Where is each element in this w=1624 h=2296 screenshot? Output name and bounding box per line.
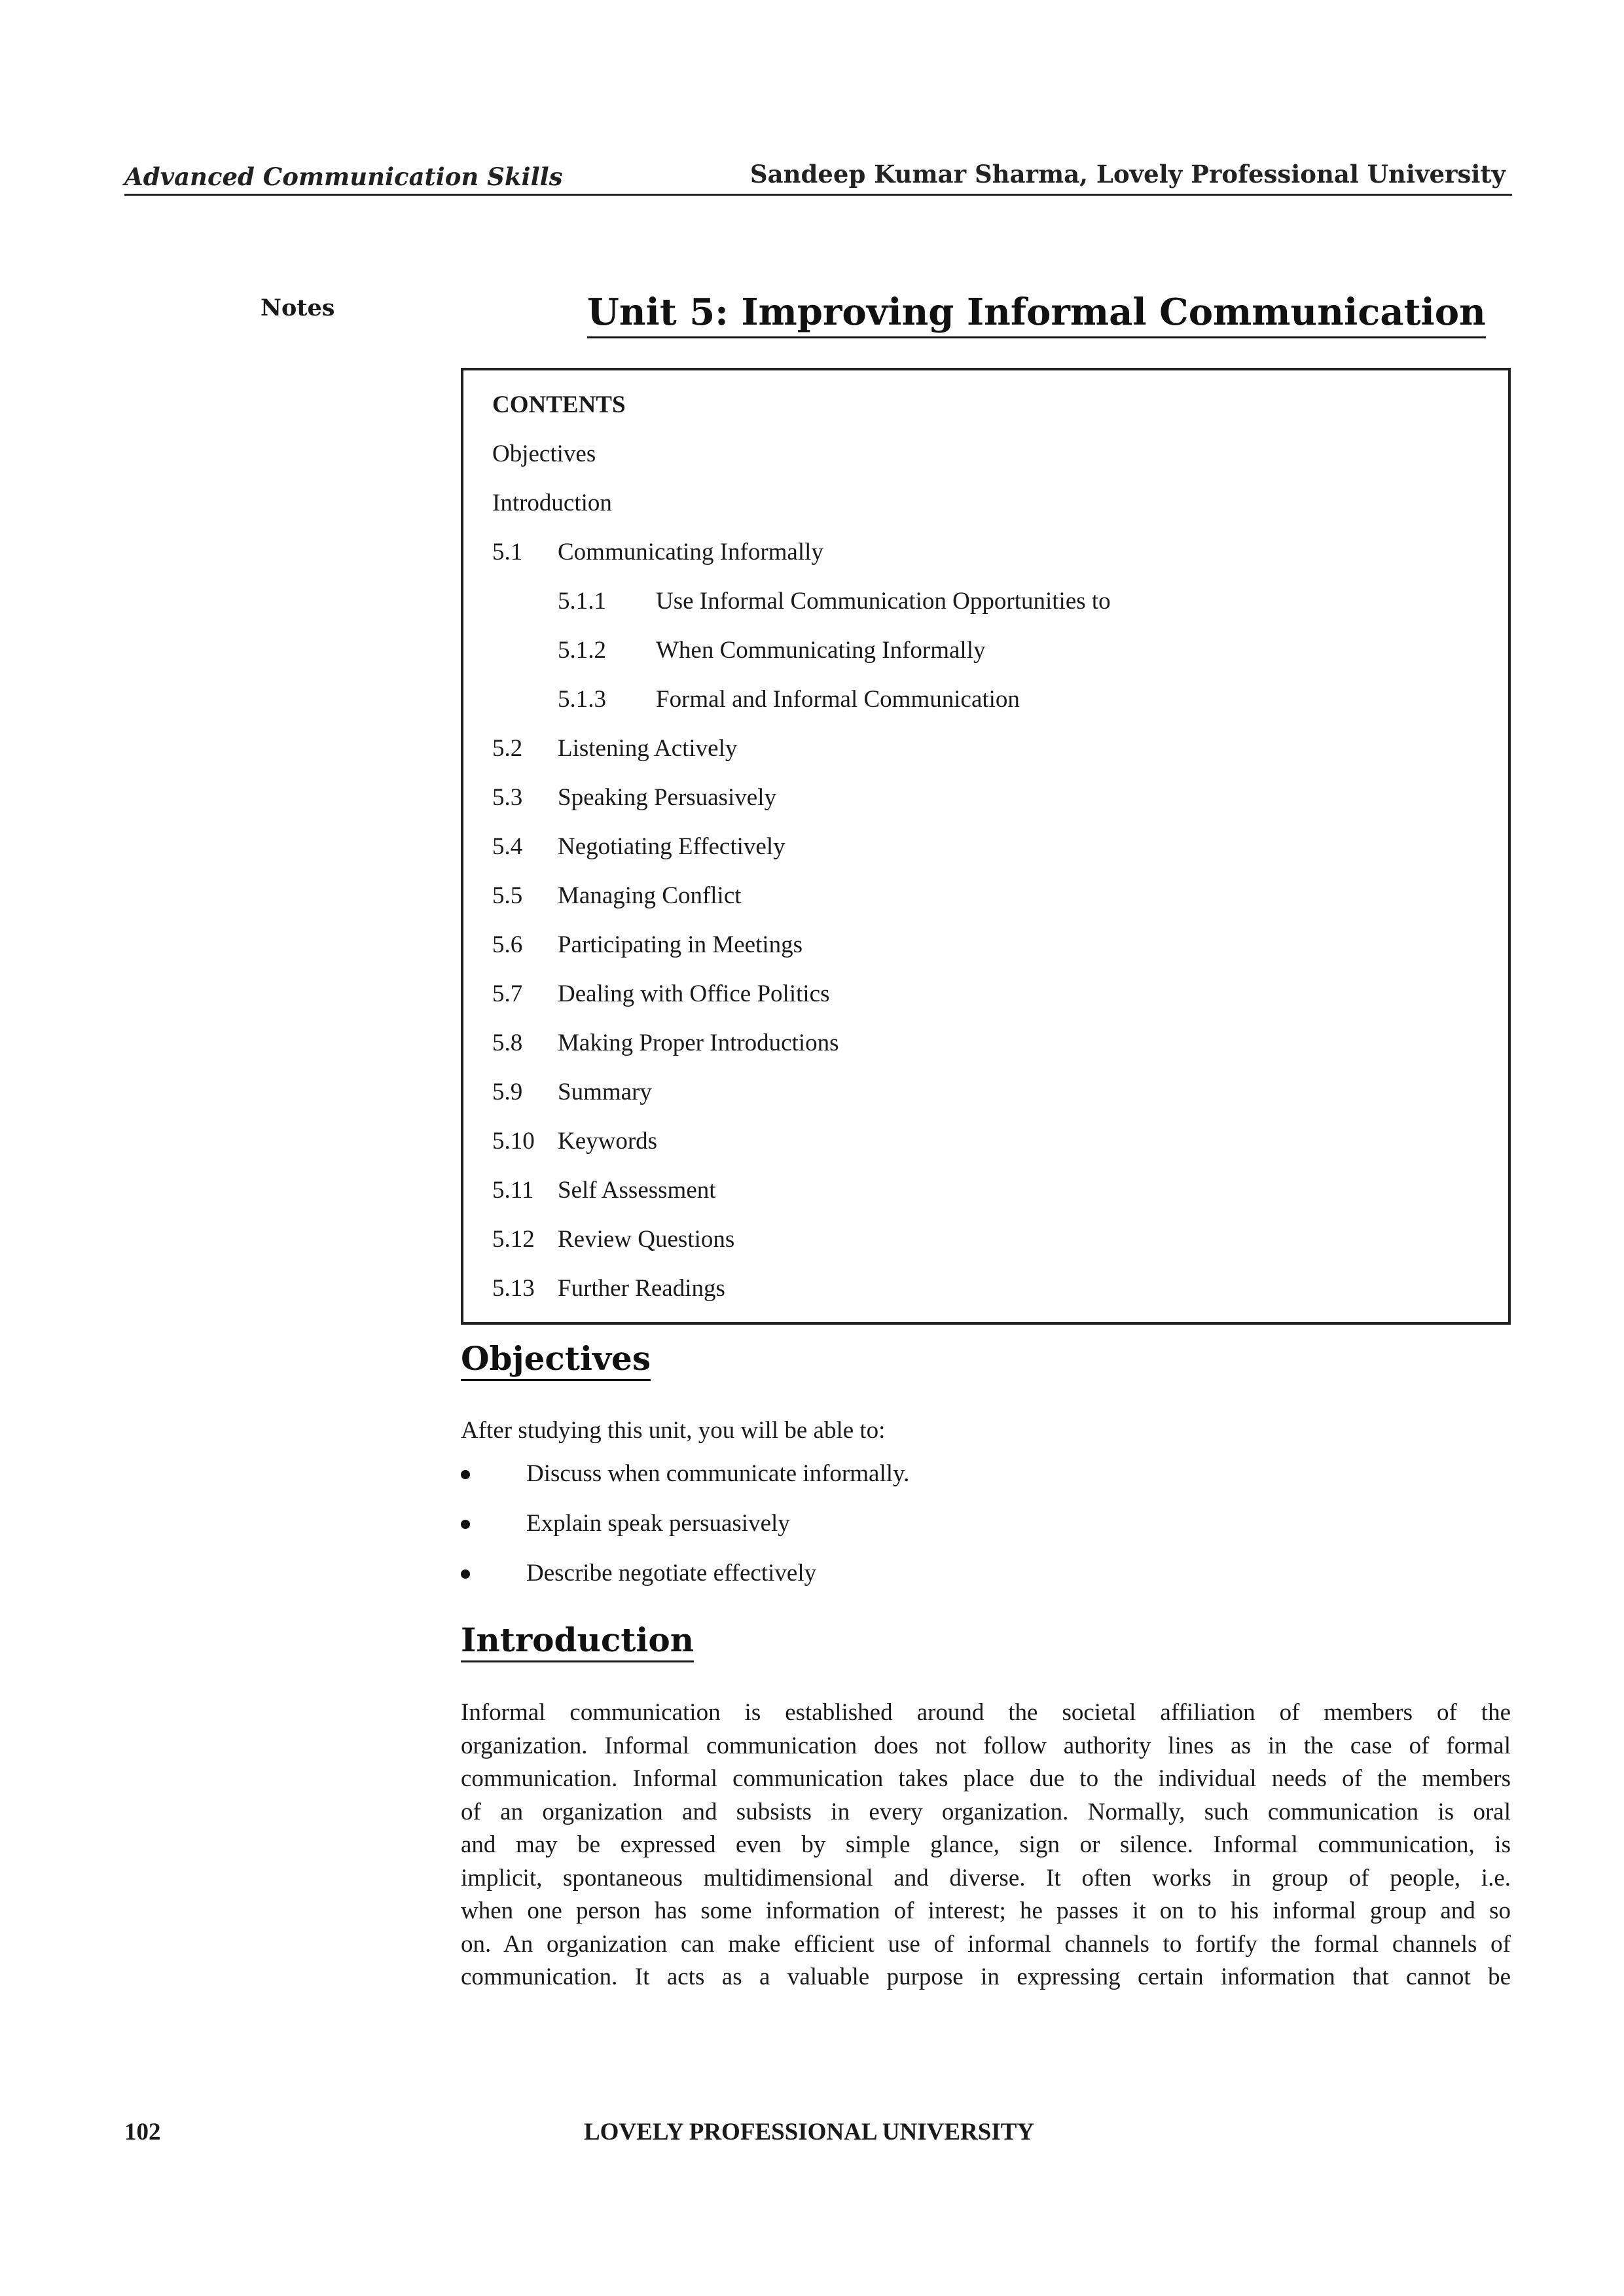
page-number: 102 [124, 2119, 161, 2145]
toc-item-number: 5.3 [492, 784, 523, 811]
toc-item-number: 5.9 [492, 1079, 523, 1105]
toc-item-label: Formal and Informal Communication [656, 686, 1020, 713]
toc-item-label: Participating in Meetings [558, 931, 803, 958]
toc-item-number: 5.10 [492, 1128, 535, 1155]
toc-item-number: 5.7 [492, 980, 523, 1007]
bullet-dot [461, 1520, 470, 1529]
running-header-book-title: Advanced Communication Skills [124, 162, 563, 191]
objectives-lead: After studying this unit, you will be able to: [461, 1417, 886, 1444]
toc-item-label: Summary [558, 1079, 652, 1105]
toc-item-label: Making Proper Introductions [558, 1030, 839, 1056]
toc-item-label: Introduction [492, 490, 612, 516]
toc-item-number: 5.1 [492, 539, 523, 565]
toc-item-label: Listening Actively [558, 735, 738, 762]
toc-item-number: 5.11 [492, 1177, 534, 1204]
toc-item-number: 5.12 [492, 1226, 535, 1253]
introduction-paragraph [461, 1696, 1511, 1994]
toc-item-number: 5.5 [492, 882, 523, 909]
toc-item-number: 5.1.1 [558, 588, 606, 615]
paragraph-line: organization. Informal communication does not follow authority lines as in the case of formal [461, 1732, 1511, 1759]
paragraph-line: communication. Informal communication takes place due to the individual needs of the members [461, 1765, 1511, 1792]
toc-item-label: Communicating Informally [558, 539, 823, 565]
toc-item-label: Managing Conflict [558, 882, 742, 909]
margin-notes-label: Notes [261, 295, 335, 321]
toc-item-label: Dealing with Office Politics [558, 980, 830, 1007]
bullet-dot [461, 1470, 470, 1479]
toc-item-label: Objectives [492, 440, 596, 467]
toc-item-label: Speaking Persuasively [558, 784, 776, 811]
toc-item-number: 5.4 [492, 833, 523, 860]
objectives-heading: Objectives [461, 1339, 651, 1381]
paragraph-line: implicit, spontaneous multidimensional and diverse. It often works in group of people, i.e. [461, 1864, 1511, 1892]
paragraph-line: communication. It acts as a valuable purpose in expressing certain information that cannot be [461, 1964, 1511, 1990]
toc-item-label: Further Readings [558, 1275, 725, 1302]
toc-item-number: 5.1.3 [558, 686, 606, 713]
introduction-heading: Introduction [461, 1621, 694, 1662]
paragraph-line: when one person has some information of interest; he passes it on to his informal group and so [461, 1897, 1511, 1924]
bullet-dot [461, 1570, 470, 1579]
toc-item-label: Negotiating Effectively [558, 833, 785, 860]
running-header-author: Sandeep Kumar Sharma, Lovely Professional University [749, 160, 1506, 188]
toc-item-label: When Communicating Informally [656, 637, 986, 664]
paragraph-line: and may be expressed even by simple glance, sign or silence. Informal communication, is [461, 1831, 1511, 1858]
paragraph-line: on. An organization can make efficient use of informal channels to fortify the formal channels of [461, 1930, 1511, 1958]
header-divider [124, 194, 1512, 196]
toc-item-label: Review Questions [558, 1226, 735, 1253]
unit-title: Unit 5: Improving Informal Communication [587, 291, 1486, 338]
paragraph-line: of an organization and subsists in every organization. Normally, such communication is oral [461, 1798, 1511, 1825]
toc-item-number: 5.2 [492, 735, 523, 762]
toc-item-number: 5.8 [492, 1030, 523, 1056]
objective-item: Discuss when communicate informally. [526, 1460, 910, 1487]
objective-item: Explain speak persuasively [526, 1510, 790, 1537]
footer-publisher: LOVELY PROFESSIONAL UNIVERSITY [584, 2119, 1035, 2145]
toc-item-label: Use Informal Communication Opportunities to [656, 588, 1111, 615]
toc-item-number: 5.13 [492, 1275, 535, 1302]
objective-item: Describe negotiate effectively [526, 1560, 817, 1587]
toc-item-label: Keywords [558, 1128, 658, 1155]
paragraph-line: Informal communication is established around the societal affiliation of members of the [461, 1699, 1511, 1726]
toc-item-number: 5.1.2 [558, 637, 606, 664]
contents-heading: CONTENTS [492, 391, 626, 418]
toc-item-label: Self Assessment [558, 1177, 716, 1204]
toc-item-number: 5.6 [492, 931, 523, 958]
